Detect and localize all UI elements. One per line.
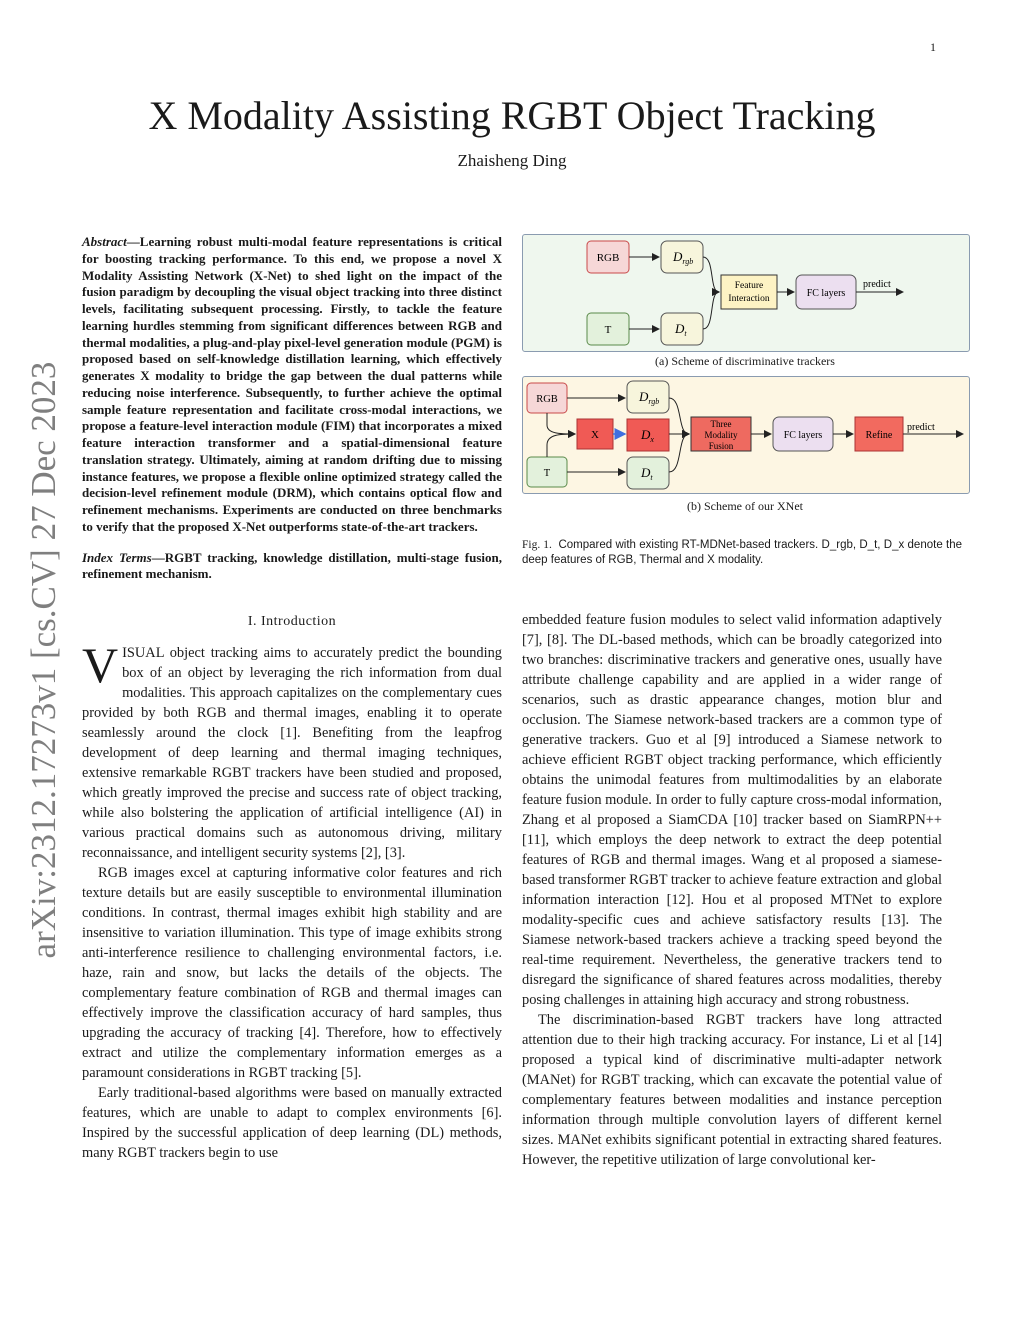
abstract-label: Abstract — [82, 234, 127, 249]
figure-1b-panel — [522, 376, 970, 494]
figure-1-caption-text: Compared with existing RT-MDNet-based trackers. D_rgb, D_t, D_x denote the deep features of RGB, Thermal and X modality. — [522, 539, 963, 566]
figure-1-label: Fig. 1. — [522, 539, 552, 551]
d-t-label: D — [641, 465, 651, 480]
x-label: X — [591, 429, 599, 441]
figure-1-caption — [522, 538, 962, 568]
section-heading-introduction: I. Introduction — [247, 614, 337, 629]
arxiv-identifier[interactable]: arXiv:2312.17273v1 [cs.CV] 27 Dec 2023 — [24, 361, 63, 959]
d-x-subscript: x — [650, 435, 654, 444]
index-terms-text: —RGBT tracking, knowledge distillation, multi-stage fusion, refinement mechanism. — [82, 549, 502, 582]
page-number: 1 — [930, 40, 936, 54]
feature-interaction-line-2: Interaction — [728, 294, 770, 304]
intro-paragraph-1 — [82, 637, 502, 863]
right-column — [522, 610, 942, 1170]
index-terms-label: Index Terms — [82, 549, 152, 565]
d-rgb-subscript: rgb — [682, 257, 694, 266]
figure-1b-diagram — [523, 377, 969, 493]
d-rgb-label: D — [673, 249, 683, 264]
drop-cap: V — [82, 637, 119, 693]
d-rgb-label: D — [639, 389, 649, 404]
t-label: T — [604, 324, 612, 336]
intro-paragraph-2: RGB images excel at capturing informative color features and rich texture details but are easily susceptible to environmental illumination conditions. In contrast, thermal images exhibit high stability and are insensitive to variation illumination. This type of image exhibits strong anti-interference resilience to challenging environmental factors, i.e. haze, rain and snow, but lacks the details of the objects. The complementary feature combination of RGB and thermal images can effectively improve the classification accuracy of hard samples, thus upgrading the accuracy of tracking [4]. Therefore, how to effectively extract and utilize the complementary information emerges as a paramount considerations in RGBT tracking [5]. — [82, 865, 502, 1081]
fc-layers-label: FC layers — [806, 288, 846, 299]
intro-paragraph-4: embedded feature fusion modules to select valid information adaptively [7], [8]. The DL-based methods, which can be broadly categorized into two branches: discriminative trackers and generative ones, usually have attribute challenge capability and are applied in a wider range of scenarios, such as drastic appearance changes, motion blur and occlusion. The Siamese network-based trackers are a common type of generative trackers. Guo et al [9] introduced a Siamese network to achieve efficient RGBT object tracking performance, which efficiently obtains the unimodal features from multimodalities by an elaborate feature fusion module. In order to fully capture cross-modal information, Zhang et al proposed a SiamCDA [10] tracker based on SiamRPN++ [11], which employs the deep network to extract the deep potential features of RGB and thermal images. Wang et al proposed a siamese-based transformer RGBT tracker to achieve feature extraction and global information interaction [12]. Hou et al proposed MTNet to explore modality-specific cues and achieve satisfactory results [13]. The Siamese network-based trackers achieve a tracking speed beyond the real-time requirement. Nevertheless, the generative trackers tend to disregard the significance of shared features across modalities, thereby posing challenges in attaining high accuracy and strong robustness. — [522, 612, 942, 1008]
figure-1a-diagram — [523, 235, 969, 351]
d-t-subscript: t — [650, 473, 653, 482]
rgb-label: RGB — [596, 252, 620, 264]
intro-paragraph-5: The discrimination-based RGBT trackers have long attracted attention due to their high tracking accuracy. For instance, Li et al [14] proposed a typical kind of discriminative multi-adapter network (MANet) for RGBT tracking, which can excavate the potential value of complementary features between modalities and instance perception information through multiple convolution layers of different kernel sizes. MANet exhibits significant potential in extracting shared features. However, the repetitive utilization of large convolutional ker- — [522, 1012, 942, 1168]
predict-label: predict — [907, 422, 935, 433]
abstract-text: —Learning robust multi-modal feature representations is critical for boosting tracking performance. To this end, we propose a novel X Modality Assisting Network (X-Net) to shed light on the impact of the fusion paradigm by decoupling the visual object tracking into three distinct levels, facilitating subsequent processing. Firstly, to tackle the feature learning hurdles stemming from significant differences between RGB and thermal modalities, a plug-and-play pixel-level generation module (PGM) is proposed based on self-knowledge distillation learning, which effectively generates X modality to bridge the gap between the dual patterns while reducing noise interference. Subsequently, to further achieve the optimal sample feature representation and facilitate cross-modal interactions, we propose a feature-level interaction module (FIM) that incorporates a mixed feature interaction transformer and a spatial-dimensional feature translation strategy. Ultimately, aiming at random drifting due to missing instance features, we propose a flexible online optimized strategy called the decision-level refinement module (DRM), which contains optical flow and refinement mechanisms. Experiments are conducted on three benchmarks to verify that the proposed X-Net outperforms state-of-the-art trackers. — [82, 234, 502, 534]
intro-paragraph-3: Early traditional-based algorithms were based on manually extracted features, which are unable to adapt to complex environments [6]. Inspired by the successful application of deep learning (DL) methods, many RGBT trackers begin to use — [82, 1085, 502, 1161]
figure-1a-caption: (a) Scheme of discriminative trackers — [655, 354, 835, 368]
predict-label: predict — [863, 279, 891, 290]
paper-title: X Modality Assisting RGBT Object Tracking — [148, 93, 876, 138]
fusion-line-1: Three — [710, 419, 732, 429]
d-rgb-subscript: rgb — [648, 397, 660, 406]
intro-paragraph-1-text: ISUAL object tracking aims to accurately predict the bounding box of an object by leveraging the rich information from dual modalities. This approach capitalizes on the complementary cues provided by both RGB and thermal images, enabling it to operate seamlessly around the clock [1]. Benefiting from the leapfrog development of deep learning and thermal imaging techniques, extensive remarkable RGBT trackers have been studied and proposed, which greatly improved the precise and success rate of object tracking, while also bolstering the application of artificial intelligence (AI) in various practical domains such as autonomous driving, military reconnaissance, and intelligent security systems [2], [3]. — [82, 645, 502, 861]
t-label: T — [543, 468, 551, 479]
fusion-line-3: Fusion — [708, 441, 734, 451]
d-x-label: D — [641, 427, 651, 442]
fusion-line-2: Modality — [704, 430, 738, 440]
figure-1a-panel — [522, 234, 970, 352]
feature-interaction-line-1: Feature — [734, 281, 764, 291]
abstract — [82, 234, 502, 536]
d-t-subscript: t — [684, 329, 687, 338]
index-terms — [82, 550, 502, 584]
d-t-label: D — [675, 321, 685, 336]
paper-author: Zhaisheng Ding — [457, 151, 567, 170]
rgb-label: RGB — [536, 394, 558, 405]
figure-1b-caption: (b) Scheme of our XNet — [687, 499, 803, 513]
left-column — [82, 234, 502, 1163]
refine-label: Refine — [865, 430, 893, 441]
fc-layers-label: FC layers — [783, 430, 823, 441]
